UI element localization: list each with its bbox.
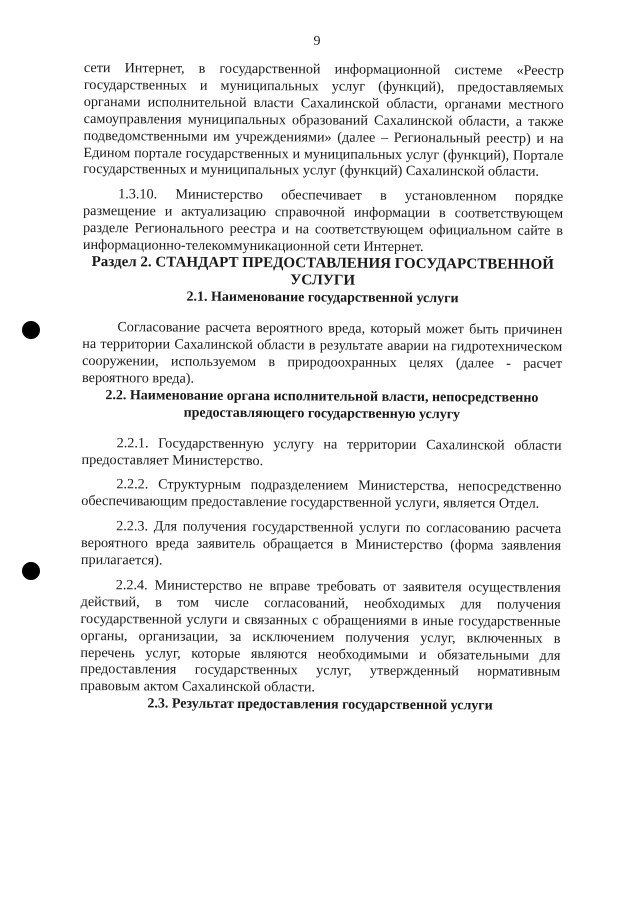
binder-hole-bottom <box>22 562 40 580</box>
document-body <box>80 60 564 715</box>
section-2-heading: Раздел 2. СТАНДАРТ ПРЕДОСТАВЛЕНИЯ ГОСУДАРСТВЕННОЙ УСЛУГИ <box>91 254 554 289</box>
paragraph-1-3-10: 1.3.10. Министерство обеспечивает в установленном порядке размещение и актуализацию справочной информации в соответствующем разделе Регионального реестра и на соответствующем официальном сайте в информационно-телекоммуникационной сети Интернет. <box>82 186 564 256</box>
heading-2-3: 2.3. Результат предоставления государственной услуги <box>147 696 493 714</box>
binder-hole-top <box>22 321 40 339</box>
page-number: 9 <box>313 34 321 49</box>
paragraph-continuation: сети Интернет, в государственной информационной системе «Реестр государственных и муниципальных услуг (функций), предоставляемых органами исполнительной власти Сахалинской области, органами местного самоуправления муниципальных образований Сахалинской области, а также подведомственными им учреждениями» (далее – Региональный реестр) и на Едином портале государственных и муниципальных услуг (функций), Портале государственных и муниципальных услуг (функций) Сахалинской области. <box>83 60 564 181</box>
paragraph-service-name: Согласование расчета вероятного вреда, который может быть причинен на территории Сахалинской области в результате аварии на гидротехническом сооружении, используемом в природоохранных целях (далее - расчет вероятного вреда). <box>82 319 563 387</box>
heading-2-1: 2.1. Наименование государственной услуги <box>186 289 459 307</box>
paragraph-2-2-2: 2.2.2. Структурным подразделением Министерства, непосредственно обеспечивающим предоставление государственной услуги, является Отдел. <box>81 476 562 513</box>
paragraph-2-2-4: 2.2.4. Министерство не вправе требовать от заявителя осуществления действий, в том числе согласований, необходимых для получения государственной услуги и связанных с обращениями в иные государственные органы, организации, за исключением получения услуг, включенных в перечень услуг, которые являются необходимыми и обязательными для предоставления государственных услуг, утвержденный нормативным правовым актом Сахалинской области. <box>80 577 561 696</box>
paragraph-2-2-3: 2.2.3. Для получения государственной услуги по согласованию расчета вероятного вреда заявитель обращается в Министерство (форма заявления прилагается). <box>80 518 562 569</box>
heading-2-2: 2.2. Наименование органа исполнительной власти, непосредственно предоставляющего государственную услугу <box>105 387 539 422</box>
paragraph-2-2-1: 2.2.1. Государственную услугу на территории Сахалинской области предоставляет Министерство. <box>81 434 562 469</box>
